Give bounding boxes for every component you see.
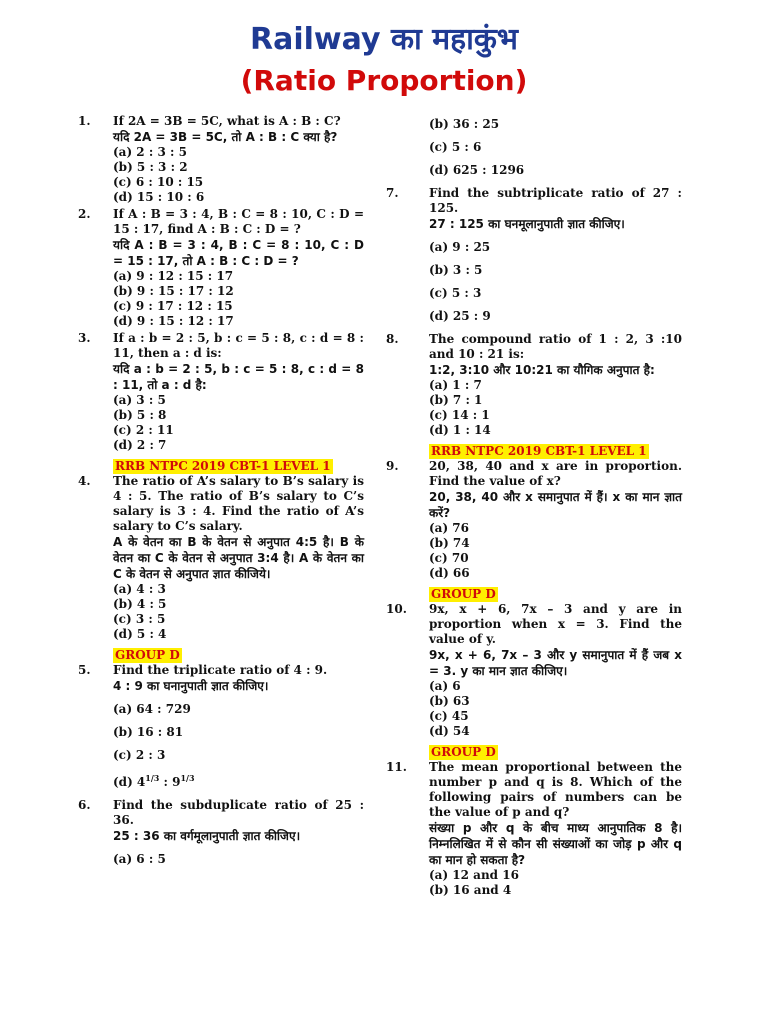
question-1	[78, 114, 364, 205]
option-d-exp2: 1/3	[180, 773, 195, 783]
option-c: (c) 70	[429, 551, 469, 565]
option-a: (a) 1 : 7	[429, 378, 482, 392]
option-d: (d) 25 : 9	[429, 309, 491, 323]
question-text-en: 9x, x + 6, 7x – 3 and y are in proportion when x = 3. Find the value of y.	[429, 602, 682, 646]
option-b: (b) 16 and 4	[429, 883, 512, 897]
option-d: (d) 5 : 4	[113, 627, 167, 641]
option-a: (a) 76	[429, 521, 470, 535]
option-c: (c) 2 : 3	[113, 748, 166, 762]
exam-tag: GROUP D	[115, 648, 180, 662]
option-d: (d) 2 : 7	[113, 438, 167, 452]
question-9	[386, 459, 682, 581]
option-d: (d) 15 : 10 : 6	[113, 190, 205, 204]
question-text-en: 20, 38, 40 and x are in proportion. Find the value of x?	[429, 459, 682, 488]
option-a: (a) 2 : 3 : 5	[113, 145, 187, 159]
option-c: (c) 9 : 17 : 12 : 15	[113, 299, 233, 313]
question-number: 2.	[78, 207, 91, 221]
option-a: (a) 4 : 3	[113, 582, 166, 596]
option-d: (d) 9 : 15 : 12 : 17	[113, 314, 234, 328]
page-subtitle: (Ratio Proportion)	[240, 64, 528, 97]
question-text-en: Find the subtriplicate ratio of 27 : 125.	[429, 186, 682, 215]
question-text-en: If a : b = 2 : 5, b : c = 5 : 8, c : d = 8 : 11, then a : d is:	[113, 331, 364, 360]
question-4	[78, 474, 364, 642]
exam-tag: GROUP D	[431, 745, 496, 759]
question-text-hi: यदि A : B = 3 : 4, B : C = 8 : 10, C : D = 15 : 17, तो A : B : C : D = ?	[113, 238, 364, 268]
option-a: (a) 6 : 5	[113, 852, 166, 866]
option-b: (b) 3 : 5	[429, 263, 483, 277]
option-d: (d) 66	[429, 566, 470, 580]
question-text-en: If 2A = 3B = 5C, what is A : B : C?	[113, 114, 341, 128]
option-a: (a) 3 : 5	[113, 393, 166, 407]
option-c: (c) 6 : 10 : 15	[113, 175, 204, 189]
question-number: 11.	[386, 760, 407, 774]
option-d-base: (d) 4	[113, 775, 146, 789]
question-number: 10.	[386, 602, 407, 616]
option-a: (a) 12 and 16	[429, 868, 519, 882]
option-b: (b) 63	[429, 694, 470, 708]
question-text-en: Find the triplicate ratio of 4 : 9.	[113, 663, 328, 677]
question-number: 8.	[386, 332, 399, 346]
question-text-en: The mean proportional between the number p and q is 8. Which of the following pairs of numbers can be the value of p and q?	[429, 760, 682, 819]
question-8	[386, 332, 682, 438]
question-2	[78, 207, 364, 329]
question-text-en: The compound ratio of 1 : 2, 3 :10 and 10 : 21 is:	[429, 332, 682, 361]
option-b: (b) 4 : 5	[113, 597, 167, 611]
question-number: 3.	[78, 331, 91, 345]
exam-tag: RRB NTPC 2019 CBT-1 LEVEL 1	[115, 459, 331, 473]
question-6-continued	[386, 117, 682, 178]
question-text-hi: 25 : 36 का वर्गमूलानुपाती ज्ञात कीजिए।	[113, 829, 301, 843]
option-b: (b) 16 : 81	[113, 725, 184, 739]
question-text-hi: यदि a : b = 2 : 5, b : c = 5 : 8, c : d = 8 : 11, तो a : d है:	[113, 362, 364, 392]
question-text-hi: यदि 2A = 3B = 5C, तो A : B : C क्या है?	[113, 130, 338, 144]
question-text-hi: संख्या p और q के बीच माध्य आनुपातिक 8 है। निम्नलिखित में से कौन सी संख्याओं का जोड़ p और q का मान हो सकता है?	[429, 821, 682, 867]
option-d: (d) 54	[429, 724, 470, 738]
right-column	[386, 114, 682, 900]
question-3	[78, 331, 364, 453]
exam-tag: GROUP D	[431, 587, 496, 601]
question-text-hi: 20, 38, 40 और x समानुपात में हैं। x का मान ज्ञात करें?	[429, 490, 682, 520]
option-c: (c) 5 : 6	[429, 140, 482, 154]
question-number: 4.	[78, 474, 91, 488]
option-d-exp1: 1/3	[145, 773, 160, 783]
option-a: (a) 9 : 12 : 15 : 17	[113, 269, 234, 283]
question-number: 7.	[386, 186, 399, 200]
option-c: (c) 45	[429, 709, 469, 723]
option-c: (c) 5 : 3	[429, 286, 482, 300]
left-column	[78, 114, 364, 875]
option-b: (b) 5 : 8	[113, 408, 167, 422]
question-text-en: If A : B = 3 : 4, B : C = 8 : 10, C : D = 15 : 17, find A : B : C : D = ?	[113, 207, 364, 236]
option-b: (b) 9 : 15 : 17 : 12	[113, 284, 234, 298]
question-5	[78, 663, 364, 790]
question-text-hi: 9x, x + 6, 7x – 3 और y समानुपात में हैं जब x = 3. y का मान ज्ञात कीजिए।	[429, 648, 682, 678]
question-text-en: Find the subduplicate ratio of 25 : 36.	[113, 798, 364, 827]
option-b: (b) 7 : 1	[429, 393, 483, 407]
question-6	[78, 798, 364, 867]
option-d	[113, 771, 364, 790]
question-number: 1.	[78, 114, 91, 128]
question-text-hi: 4 : 9 का घनानुपाती ज्ञात कीजिए।	[113, 679, 269, 693]
question-text-en: The ratio of A’s salary to B’s salary is 4 : 5. The ratio of B’s salary to C’s salary is 3 : 4. Find the ratio of A’s salary to C’s salary.	[113, 474, 364, 533]
option-c: (c) 3 : 5	[113, 612, 166, 626]
option-b: (b) 36 : 25	[429, 117, 500, 131]
question-text-hi: 1:2, 3:10 और 10:21 का यौगिक अनुपात है:	[429, 363, 655, 377]
option-d: (d) 1 : 14	[429, 423, 491, 437]
question-11	[386, 760, 682, 898]
option-c: (c) 14 : 1	[429, 408, 490, 422]
option-d-mid: : 9	[159, 775, 181, 789]
option-c: (c) 2 : 11	[113, 423, 174, 437]
question-number: 5.	[78, 663, 91, 677]
question-7	[386, 186, 682, 324]
page-title: Railway का महाकुंभ	[250, 22, 518, 57]
exam-tag: RRB NTPC 2019 CBT-1 LEVEL 1	[431, 444, 647, 458]
question-10	[386, 602, 682, 739]
option-d: (d) 625 : 1296	[429, 163, 525, 177]
question-text-hi: 27 : 125 का घनमूलानुपाती ज्ञात कीजिए।	[429, 217, 625, 231]
question-number: 9.	[386, 459, 399, 473]
option-a: (a) 6	[429, 679, 461, 693]
question-number: 6.	[78, 798, 91, 812]
question-text-hi: A के वेतन का B के वेतन से अनुपात 4:5 है। B के वेतन का C के वेतन से अनुपात 3:4 है। A के वेतन का C के वेतन से अनुपात ज्ञात कीजिये।	[113, 535, 364, 581]
option-b: (b) 74	[429, 536, 470, 550]
option-b: (b) 5 : 3 : 2	[113, 160, 188, 174]
option-a: (a) 64 : 729	[113, 702, 191, 716]
option-a: (a) 9 : 25	[429, 240, 491, 254]
